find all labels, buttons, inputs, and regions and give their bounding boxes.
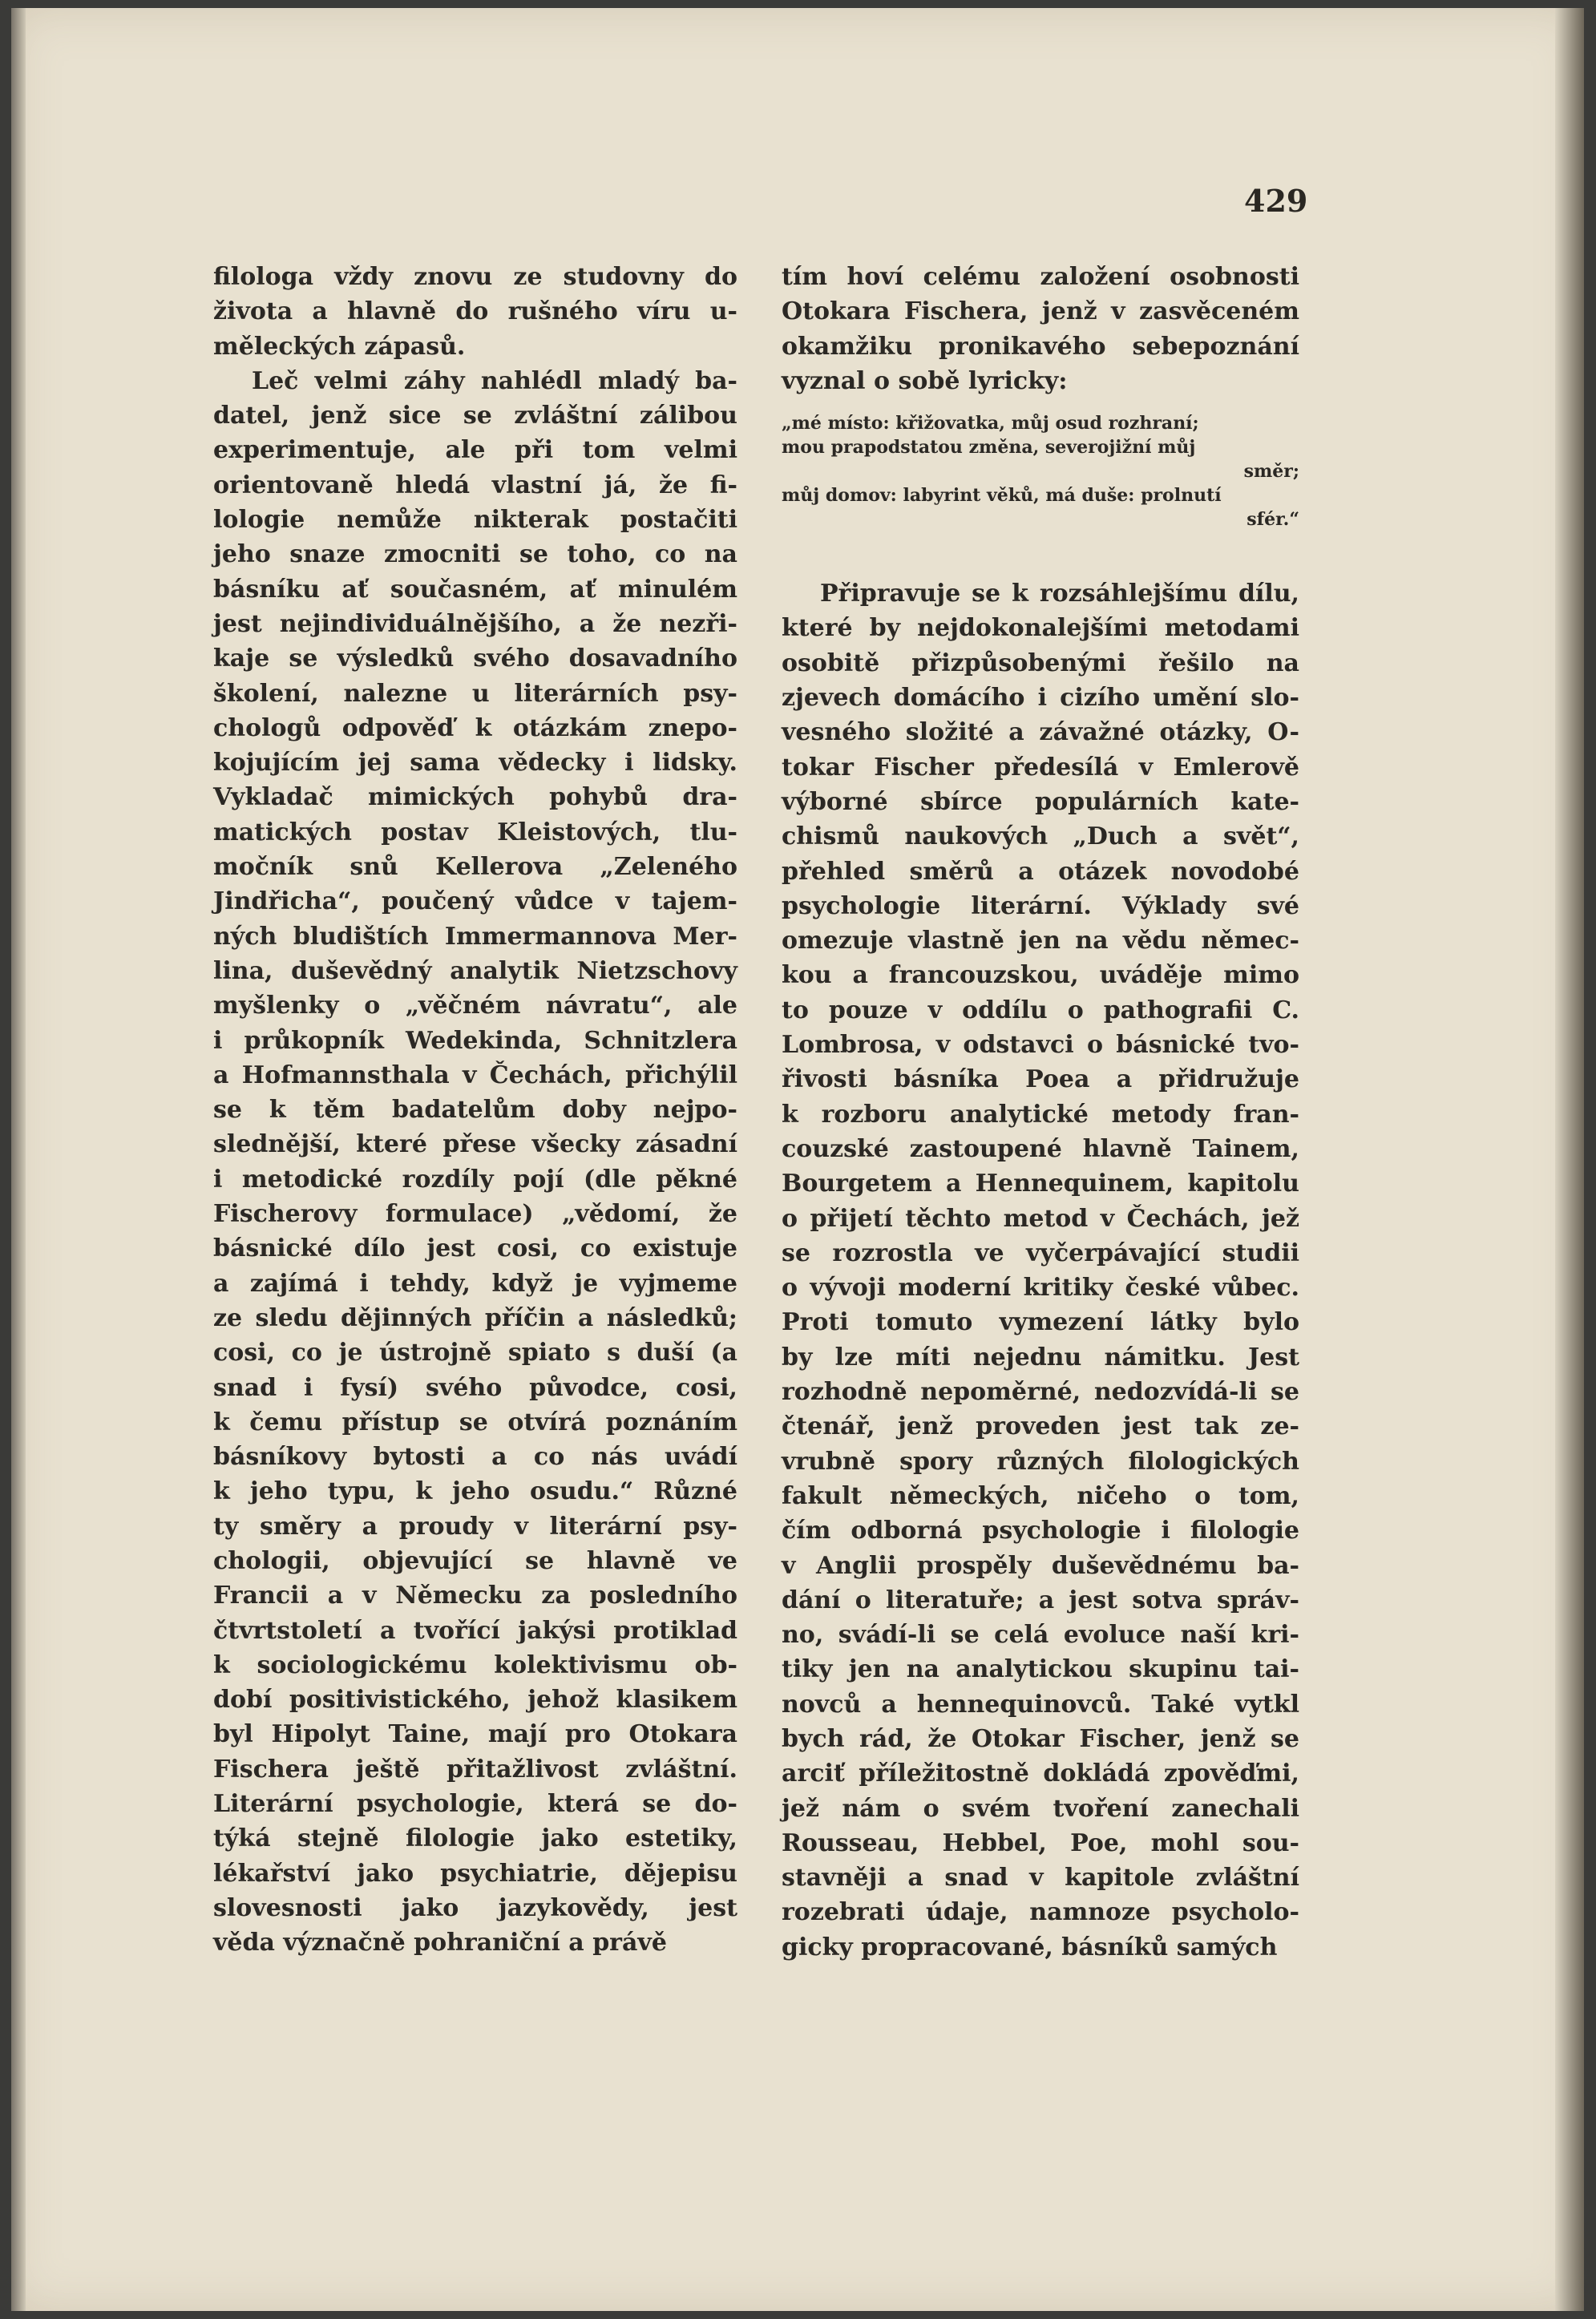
text-line: chologů odpověď k otázkám znepo- [213, 713, 737, 742]
text-line: rozebrati údaje, namnoze psycholo- [782, 1898, 1299, 1927]
text-line: jest nejindividuálnějšího, a že nezři- [213, 609, 737, 638]
text-line: můj domov: labyrint věků, má duše: prolnutí [782, 485, 1222, 507]
text-line: vyznal o sobě lyricky: [782, 366, 1068, 395]
text-line: kou a francouzskou, uváděje mimo [782, 961, 1299, 990]
text-line: bych rád, že Otokar Fischer, jenž se [782, 1724, 1299, 1753]
verse-quotation [782, 411, 1299, 531]
text-line: i metodické rozdíly pojí (dle pěkné [213, 1165, 737, 1194]
text-line: života a hlavně do rušného víru u- [213, 297, 737, 326]
text-line: o vývoji moderní kritiky české vůbec. [782, 1274, 1299, 1303]
text-line: Leč velmi záhy nahlédl mladý ba- [252, 366, 737, 395]
text-line: přehled směrů a otázek novodobé [782, 857, 1299, 886]
text-line: Bourgetem a Hennequinem, kapitolu [782, 1170, 1299, 1198]
text-line: Připravuje se k rozsáhlejšímu dílu, [820, 580, 1299, 608]
left-text-column [213, 260, 737, 1961]
text-line: cosi, co je ústrojně spiato s duší (a [213, 1339, 737, 1368]
text-line: novců a hennequinovců. Také vytkl [782, 1690, 1299, 1719]
text-line: směr; [1243, 461, 1299, 483]
text-line: se rozrostla ve vyčerpávající studii [782, 1238, 1299, 1267]
text-line: stavněji a snad v kapitole zvláštní [782, 1864, 1299, 1893]
text-line: měleckých zápasů. [213, 332, 466, 361]
text-line: „mé místo: křižovatka, můj osud rozhraní; [782, 413, 1199, 434]
text-line: psychologie literární. Výklady své [782, 891, 1299, 920]
text-line: okamžiku pronikavého sebepoznání [782, 332, 1299, 361]
text-line: básnické dílo jest cosi, co existuje [213, 1234, 737, 1263]
text-line: by lze míti nejednu námitku. Jest [782, 1343, 1299, 1372]
text-line: chismů naukových „Duch a svět“, [782, 822, 1299, 851]
text-line: byl Hipolyt Taine, mají pro Otokara [213, 1720, 737, 1749]
text-line: fakult německých, ničeho o tom, [782, 1481, 1299, 1510]
text-line: jež nám o svém tvoření zanechali [782, 1794, 1299, 1823]
right-column-intro [782, 260, 1299, 398]
text-line: snad i fysí) svého původce, cosi, [213, 1373, 737, 1402]
text-line: arciť příležitostně dokládá zpověďmi, [782, 1759, 1299, 1788]
text-line: ných bludištích Immermannova Mer- [213, 922, 737, 951]
text-line: lologie nemůže nikterak postačiti [213, 506, 737, 535]
text-line: k jeho typu, k jeho osudu.“ Různé [213, 1477, 737, 1506]
text-line: básníku ať současném, ať minulém [213, 575, 737, 604]
text-line: Proti tomuto vymezení látky bylo [782, 1308, 1299, 1337]
text-line: myšlenky o „věčném návratu“, ale [213, 992, 737, 1020]
text-line: i průkopník Wedekinda, Schnitzlera [213, 1026, 737, 1055]
text-line: o přijetí těchto metod v Čechách, jež [782, 1204, 1299, 1233]
text-line: filologa vždy znovu ze studovny do [213, 263, 737, 291]
text-line: mou prapodstatou změna, severojižní můj [782, 437, 1196, 459]
text-line: Vykladač mimických pohybů dra- [213, 783, 737, 812]
text-line: Francii a v Německu za posledního [213, 1582, 737, 1610]
text-line: k rozboru analytické metody fran- [782, 1100, 1299, 1129]
text-line: slednější, které přese všecky zásadní [213, 1130, 737, 1159]
text-line: Fischerovy formulace) „vědomí, že [213, 1200, 737, 1229]
text-line: týká stejně filologie jako estetiky, [213, 1824, 737, 1853]
text-line: které by nejdokonalejšími metodami [782, 614, 1299, 643]
text-line: Rousseau, Hebbel, Poe, mohl sou- [782, 1828, 1299, 1857]
page-edge-shadow [1555, 8, 1584, 2311]
text-line: experimentuje, ale při tom velmi [213, 436, 737, 465]
text-line: a zajímá i tehdy, když je vyjmeme [213, 1269, 737, 1298]
text-line: zjevech domácího i cizího umění slo- [782, 684, 1299, 713]
text-line: čtenář, jenž proveden jest tak ze- [782, 1412, 1299, 1441]
text-line: ze sledu dějinných příčin a následků; [213, 1303, 737, 1332]
text-line: básníkovy bytosti a co nás uvádí [213, 1443, 737, 1472]
text-line: Lombrosa, v odstavci o básnické tvo- [782, 1031, 1299, 1060]
text-line: řivosti básníka Poea a přidružuje [782, 1065, 1299, 1094]
text-line: se k těm badatelům doby nejpo- [213, 1096, 737, 1125]
text-line: orientovaně hledá vlastní já, že fi- [213, 471, 737, 499]
text-line: močník snů Kellerova „Zeleného [213, 853, 737, 882]
text-line: výborné sbírce populárních kate- [782, 787, 1299, 816]
text-line: rozhodně nepoměrné, nedozvídá-li se [782, 1378, 1299, 1407]
text-line: omezuje vlastně jen na vědu němec- [782, 927, 1299, 955]
text-line: Jindřicha“, poučený vůdce v tajem- [213, 887, 737, 916]
text-line: Otokara Fischera, jenž v zasvěceném [782, 297, 1299, 326]
text-line: lékařství jako psychiatrie, dějepisu [213, 1859, 737, 1888]
text-line: datel, jenž sice se zvláštní zálibou [213, 402, 737, 430]
text-line: couzské zastoupené hlavně Tainem, [782, 1134, 1299, 1163]
text-line: osobitě přizpůsobenými řešilo na [782, 648, 1299, 677]
text-line: slovesnosti jako jazykovědy, jest [213, 1893, 737, 1922]
text-line: vesného složité a závažné otázky, O- [782, 718, 1299, 747]
text-line: čím odborná psychologie i filologie [782, 1517, 1299, 1545]
text-line: vrubně spory různých filologických [782, 1447, 1299, 1476]
text-line: dobí positivistického, jehož klasikem [213, 1686, 737, 1715]
text-line: to pouze v oddílu o pathografii C. [782, 996, 1299, 1024]
text-line: k čemu přístup se otvírá poznáním [213, 1408, 737, 1436]
text-line: ty směry a proudy v literární psy- [213, 1512, 737, 1541]
text-line: gicky propracované, básníků samých [782, 1933, 1278, 1961]
page-number: 429 [1244, 183, 1308, 219]
book-page [11, 8, 1584, 2311]
text-line: kojujícím jej sama vědecky i lidsky. [213, 749, 737, 778]
text-line: Fischera ještě přitažlivost zvláštní. [213, 1755, 737, 1784]
text-line: jeho snaze zmocniti se toho, co na [213, 540, 737, 569]
text-line: lina, duševědný analytik Nietzschovy [213, 956, 737, 985]
text-line: no, svádí-li se celá evoluce naší kri- [782, 1621, 1299, 1650]
text-line: v Anglii prospěly duševědnému ba- [782, 1551, 1299, 1580]
text-line: kaje se výsledků svého dosavadního [213, 644, 737, 673]
right-text-column [782, 260, 1299, 1965]
text-line: dání o literatuře; a jest sotva správ- [782, 1586, 1299, 1614]
text-line: a Hofmannsthala v Čechách, přichýlil [213, 1061, 737, 1089]
text-line: tokar Fischer předesílá v Emlerově [782, 753, 1299, 782]
text-line: čtvrtstoletí a tvořící jakýsi protiklad [213, 1616, 737, 1645]
text-line: sfér.“ [1246, 509, 1299, 531]
page-gutter-shadow [11, 8, 26, 2311]
text-line: tím hoví celému založení osobnosti [782, 263, 1299, 291]
text-line: matických postav Kleistových, tlu- [213, 818, 737, 846]
text-line: tiky jen na analytickou skupinu tai- [782, 1655, 1299, 1684]
text-line: k sociologickému kolektivismu ob- [213, 1650, 737, 1679]
text-line: Literární psychologie, která se do- [213, 1790, 737, 1819]
right-column-paragraph [782, 576, 1299, 1965]
text-line: věda význačně pohraniční a právě [213, 1929, 667, 1957]
text-line: školení, nalezne u literárních psy- [213, 679, 737, 708]
text-line: chologii, objevující se hlavně ve [213, 1546, 737, 1575]
